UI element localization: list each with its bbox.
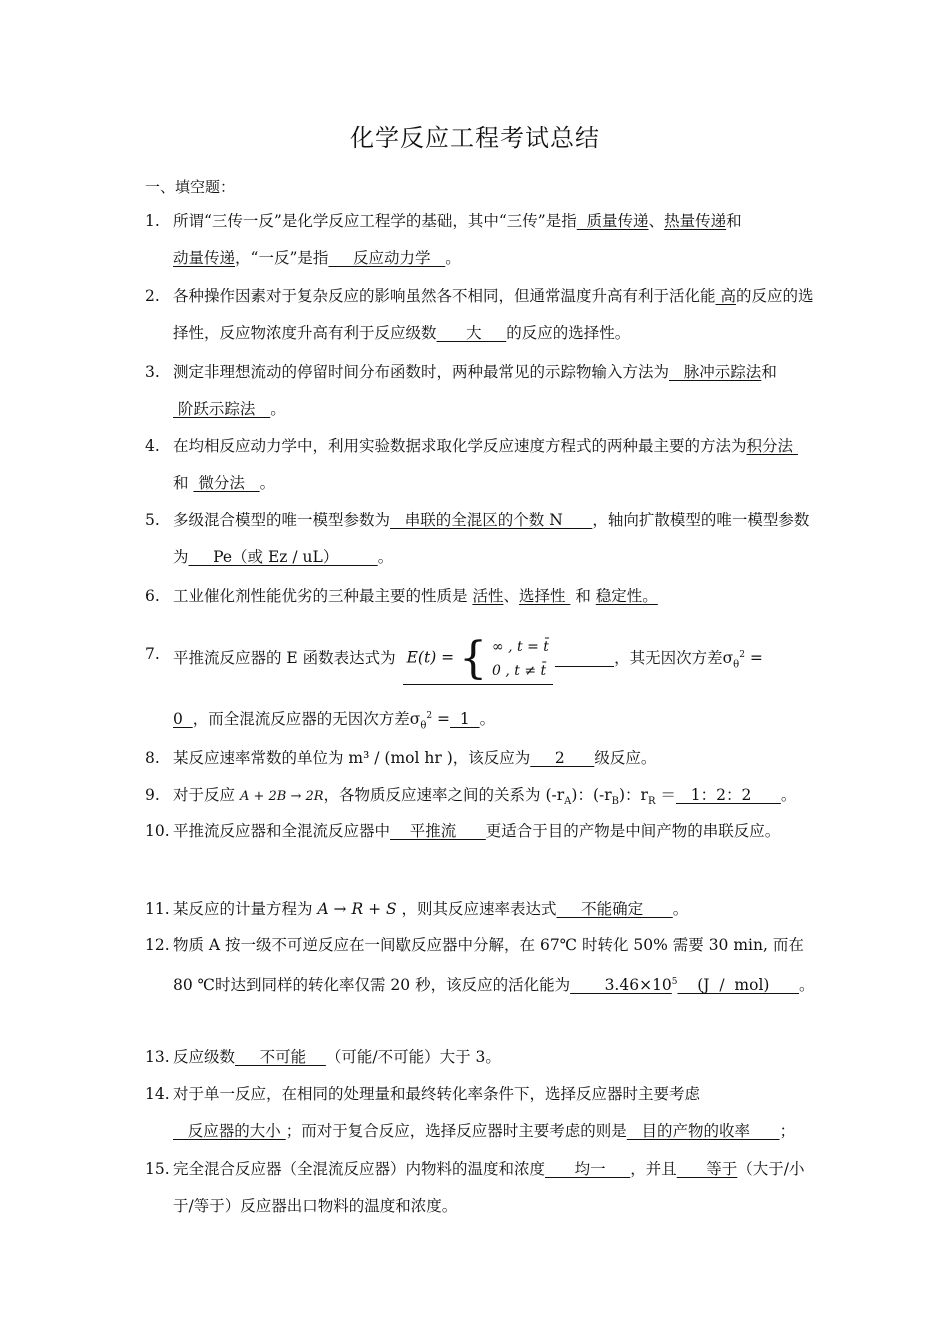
section-heading: 一、填空题： [145,178,236,196]
text: 和 [173,474,194,492]
text: 和 [570,587,596,605]
answer-blank: 串联的全混区的个数 N [390,511,593,529]
text: 某反应速率常数的单位为 m³ / (mol hr )，该反应为 [173,749,531,767]
question-10 [145,813,815,850]
answer-blank: 积分法 [746,437,798,455]
text: ，各物质反应速率之间的关系为 (-r [323,786,565,804]
text: 对于单一反应，在相同的处理量和最终转化率条件下，选择反应器时主要考虑 [173,1085,701,1103]
text: ，其无因次方差σ [614,649,734,668]
answer-blank-trailing [555,649,614,667]
question-number: 5. [145,511,160,529]
question-text [173,891,815,928]
question-number: 13. [145,1048,170,1066]
answer-blank: 高 [715,287,736,305]
question-number: 9. [145,786,160,804]
text: ，并且 [630,1160,677,1178]
question-number: 1. [145,212,160,230]
question-text [173,428,815,502]
question-text [173,740,815,777]
text: = [744,649,763,668]
reaction-equation: A → R + S [317,900,397,918]
answer-blank: 0 [173,710,193,729]
question-3 [145,354,815,428]
text: 多级混合模型的唯一模型参数为 [173,511,391,529]
question-text [173,1076,815,1150]
text: ，而全混流反应器的无因次方差σ [192,710,421,729]
question-number: 11. [145,900,170,918]
question-number: 6. [145,587,160,605]
question-number: 15. [145,1160,170,1178]
formula-cases [492,635,549,683]
question-text [173,278,815,352]
subscript: θ [420,720,427,732]
question-6 [145,578,815,615]
formula-case: ∞ , t = t̄ [492,638,549,655]
text: 的反应的选择性。 [506,324,631,342]
answer-blank: 1：2：2 [675,786,781,804]
text: 物质 A 按一级不可逆反应在一间歇反应器中分解，在 67℃ 时转化 50% 需要 30 min, 而在 80 ℃时达到同样的转化率仅需 20 秒，该反应的活化能为 [173,936,804,995]
answer-blank: 不能确定 [556,900,673,918]
text: 平推流反应器的 E 函数表达式为 [173,649,396,668]
answer-line [173,698,815,744]
text: 。 [377,548,394,566]
answer-blank: 稳定性。 [595,587,658,605]
text: 、 [648,212,665,230]
question-number: 7. [145,645,160,663]
subscript: B [611,796,619,808]
answer-blank: 选择性 [518,587,571,605]
text: （可能/不可能）大于 3。 [325,1048,501,1066]
question-number: 10. [145,822,170,840]
reaction-equation: A + 2B → 2R [239,789,324,804]
question-number: 3. [145,363,160,381]
question-number: 4. [145,437,160,455]
text: 测定非理想流动的停留时间分布函数时，两种最常见的示踪物输入方法为 [173,363,670,381]
text: 。 [259,474,276,492]
text: )：r [619,786,648,804]
text: 。 [672,900,689,918]
question-text [173,1151,815,1225]
text: 某反应的计量方程为 [173,900,318,918]
answer-blank: 微分法 [193,474,260,492]
question-number: 12. [145,936,170,954]
text: ；而对于复合反应，选择反应器时主要考虑的则是 [285,1122,627,1140]
text: 完全混合反应器（全混流反应器）内物料的温度和浓度 [173,1160,546,1178]
question-text [173,927,815,1004]
text: 和 [761,363,777,381]
text: 对于反应 [173,786,240,804]
question-7 [145,618,815,744]
answer-blank: 目的产物的收率 [626,1122,780,1140]
question-12 [145,927,815,1004]
text: )：(-r [571,786,612,804]
question-4 [145,428,815,502]
e-function-formula [403,633,553,685]
question-number: 14. [145,1085,170,1103]
subscript: R [647,796,656,808]
question-text [173,578,815,615]
answer-blank: 反应动力学 [328,249,446,267]
answer-blank: 活性 [472,587,504,605]
answer-blank: 均一 [545,1160,631,1178]
text: 工业催化剂性能优劣的三种最主要的性质是 [173,587,473,605]
superscript: 5 [671,977,678,987]
question-number: 2. [145,287,160,305]
question-text [173,203,815,277]
text: 平推流反应器和全混流反应器中 [173,822,391,840]
text: 、 [503,587,519,605]
question-14 [145,1076,815,1150]
formula-line [173,618,815,692]
answer-blank: 1 [450,710,480,729]
question-11 [145,891,815,928]
answer-blank: 3.46×10 [570,976,672,995]
text: = [432,710,450,729]
question-8 [145,740,815,777]
text: 。 [270,400,286,418]
answer-blank: 大 [436,324,507,342]
text: ，则其反应速率表达式 [396,900,557,918]
text: 反应级数 [173,1048,236,1066]
text: 级反应。 [594,749,657,767]
answer-blank: 热量传递 [664,212,727,230]
answer-blank: Pe（或 Ez / uL） [188,548,378,566]
text: 更适合于目的产物是中间产物的串联反应。 [485,822,781,840]
text: 的反应的选择性，反应物浓度升高有利于反应级数 [173,287,814,342]
question-number: 8. [145,749,160,767]
brace-icon: { [459,633,488,685]
text: ＝ [655,786,676,804]
text: ； [779,1122,796,1140]
question-5 [145,502,815,576]
answer-blank: 平推流 [390,822,486,840]
question-15 [145,1151,815,1225]
answer-blank: 等于 [676,1160,738,1178]
text: 。 [445,249,461,267]
text: ，轴向扩散模型的唯一模型参数为 [173,511,810,566]
superscript: 2 [739,650,745,660]
question-text [173,354,815,428]
question-13 [145,1039,815,1076]
question-text [173,1039,815,1076]
text: 在均相反应动力学中，利用实验数据求取化学反应速度方程式的两种最主要的方法为 [173,437,747,455]
text: 各种操作因素对于复杂反应的影响虽然各不相同，但通常温度升高有利于活化能 [173,287,716,305]
text: 所谓“三传一反”是化学反应工程学的基础，其中“三传”是指 [173,212,577,230]
answer-blank: 脉冲示踪法 [669,363,762,381]
text: （大于/小于/等于）反应器出口物料的温度和浓度。 [173,1160,805,1215]
question-1 [145,203,815,277]
text: ，“一反”是指 [235,249,329,267]
question-text [173,618,815,744]
text: 。 [780,786,797,804]
formula-case: 0 , t ≠ t̄ [492,662,547,679]
superscript: 2 [426,711,433,721]
text: 。 [799,976,815,995]
answer-blank: 质量传递 [576,212,649,230]
answer-blank: 动量传递 [173,249,236,267]
text: 和 [726,212,742,230]
question-2 [145,278,815,352]
text: 。 [479,710,496,729]
answer-blank: 2 [530,749,595,767]
answer-blank: 反应器的大小 [173,1122,286,1140]
answer-blank: (J / mol) [677,976,800,995]
formula-lhs: E(t) = [406,648,460,667]
question-text [173,813,815,850]
answer-blank: 阶跃示踪法 [173,400,271,418]
answer-blank: 不可能 [235,1048,326,1066]
page-title: 化学反应工程考试总结 [350,124,600,152]
subscript: θ [733,659,740,671]
subscript: A [564,796,572,808]
question-text [173,502,815,576]
